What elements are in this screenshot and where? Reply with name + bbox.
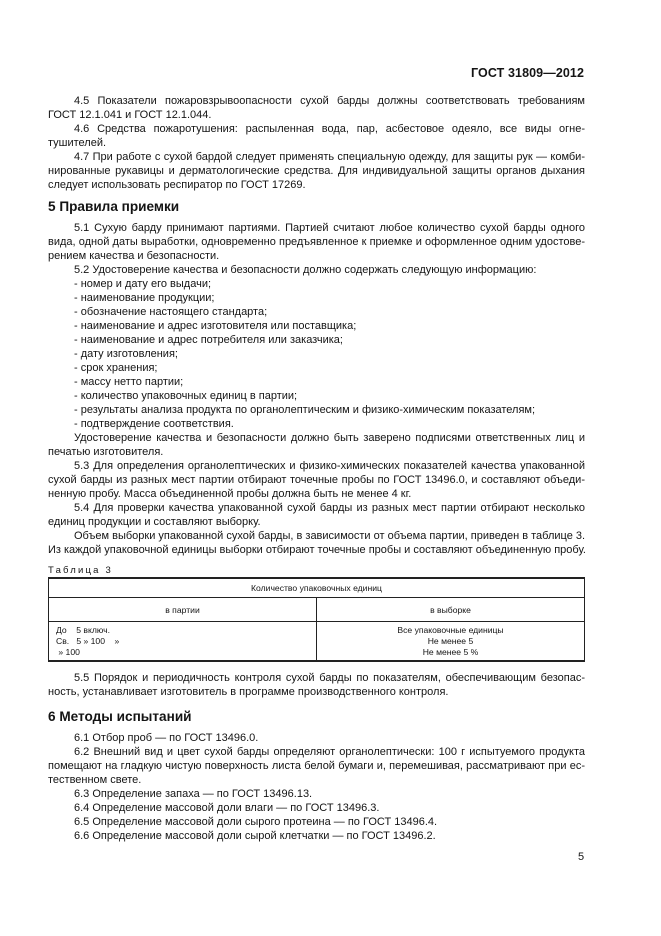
paragraph-4-5-line: 4.5 Показатели пожаровзрывоопасности сухой барды должны соответствовать требованиям <box>74 95 585 107</box>
paragraph-4-7-line: 4.7 При работе с сухой бардой следует применять специальную одежду, для защиты рук — комби- <box>74 151 585 163</box>
table-border-right <box>584 577 585 662</box>
paragraph-6-3: 6.3 Определение запаха — по ГОСТ 13496.13. <box>74 788 313 800</box>
list-item: - количество упаковочных единиц в партии; <box>74 390 298 402</box>
list-item: - наименование и адрес потребителя или заказчика; <box>74 334 343 346</box>
paragraph-4-7-line: следует использовать респиратор по ГОСТ 17269. <box>48 179 306 191</box>
paragraph-5-4-line: единиц продукции и составляют выборку. <box>48 516 261 528</box>
table-cell-sample: Все упаковочные единицы <box>397 625 504 635</box>
table-cell-batch: » 100 <box>56 647 80 657</box>
list-item: - обозначение настоящего стандарта; <box>74 306 268 318</box>
table-cell-sample: Не менее 5 <box>427 636 474 646</box>
paragraph-6-2-line: помещают на гладкую чистую поверхность листа белой бумаги и, перемешивая, рассматривают при ес- <box>48 760 585 772</box>
paragraph-6-5: 6.5 Определение массовой доли сырого протеина — по ГОСТ 13496.4. <box>74 816 438 828</box>
paragraph-5-3-line: ненную пробу. Масса объединенной пробы должна быть не менее 4 кг. <box>48 488 412 500</box>
paragraph-4-6-line: тушителей. <box>48 137 107 149</box>
standard-code: ГОСТ 31809—2012 <box>471 66 585 80</box>
paragraph-6-1: 6.1 Отбор проб — по ГОСТ 13496.0. <box>74 732 259 744</box>
table-header-main: Количество упаковочных единиц <box>251 583 382 593</box>
signature-paragraph-line: Удостоверение качества и безопасности должно быть заверено подписями ответственных лиц и <box>74 432 585 444</box>
paragraph-5-4-line: Из каждой упаковочной единицы выборки отбирают точечные пробы и составляют объединенную пробу. <box>48 544 586 556</box>
paragraph-5-5-line: ность, устанавливает изготовитель в программе производственного контроля. <box>48 686 449 698</box>
table-cell-batch: До 5 включ. <box>56 625 110 635</box>
table-cell-batch: Св. 5 » 100 » <box>56 636 120 646</box>
list-item: - результаты анализа продукта по органолептическим и физико-химическим показателям; <box>74 404 536 416</box>
table-header-sample: в выборке <box>430 605 471 615</box>
list-item: - подтверждение соответствия. <box>74 418 234 430</box>
section-6-heading: 6 Методы испытаний <box>48 709 192 724</box>
table-cell-sample: Не менее 5 % <box>422 647 479 657</box>
paragraph-4-7-line: нированные рукавицы и дерматологические средства. Для индивидуальной защиты органов дыхания <box>48 165 585 177</box>
list-item: - массу нетто партии; <box>74 376 184 388</box>
paragraph-5-3-line: сухой барды из разных мест партии отбирают точечные пробы по ГОСТ 13496.0, и составляют объеди- <box>48 474 585 486</box>
paragraph-4-6-line: 4.6 Средства пожаротушения: распыленная вода, пар, асбестовое одеяло, все виды огне- <box>74 123 585 135</box>
paragraph-5-4-line: Объем выборки упакованной сухой барды, в зависимости от объема партии, приведен в таблице 3. <box>74 530 586 542</box>
paragraph-6-2-line: 6.2 Внешний вид и цвет сухой барды определяют органолептически: 100 г испытуемого продукта <box>74 746 585 758</box>
paragraph-5-5-line: 5.5 Порядок и периодичность контроля сухой барды по показателям, обеспечивающим безопас- <box>74 672 585 684</box>
paragraph-6-6: 6.6 Определение массовой доли сырой клетчатки — по ГОСТ 13496.2. <box>74 830 436 842</box>
paragraph-5-3-line: 5.3 Для определения органолептических и физико-химических показателей качества упакованной <box>74 460 585 472</box>
list-item: - наименование и адрес изготовителя или поставщика; <box>74 320 357 332</box>
paragraph-5-4-line: 5.4 Для проверки качества упакованной сухой барды из разных мест партии отбирают несколько <box>74 502 585 514</box>
paragraph-6-2-line: тественном свете. <box>48 774 142 786</box>
paragraph-4-5-line: ГОСТ 12.1.041 и ГОСТ 12.1.044. <box>48 109 212 121</box>
table-border-top <box>48 577 585 579</box>
paragraph-5-2-line: 5.2 Удостоверение качества и безопасности должно содержать следующую информацию: <box>74 264 537 276</box>
table-header-batch: в партии <box>165 605 200 615</box>
signature-paragraph-line: печатью изготовителя. <box>48 446 164 458</box>
list-item: - номер и дату его выдачи; <box>74 278 212 290</box>
section-5-heading: 5 Правила приемки <box>48 199 180 214</box>
list-item: - дату изготовления; <box>74 348 178 360</box>
list-item: - наименование продукции; <box>74 292 215 304</box>
page-number: 5 <box>578 851 585 863</box>
paragraph-5-1-line: вида, одной даты выработки, одновременно предъявленное к приемке и оформленное одним удостове- <box>48 236 585 248</box>
paragraph-6-4: 6.4 Определение массовой доли влаги — по ГОСТ 13496.3. <box>74 802 380 814</box>
paragraph-5-1-line: рением качества и безопасности. <box>48 250 220 262</box>
list-item: - срок хранения; <box>74 362 158 374</box>
table-caption: Таблица 3 <box>48 565 113 576</box>
paragraph-5-1-line: 5.1 Сухую барду принимают партиями. Партией считают любое количество сухой барды одного <box>74 222 585 234</box>
